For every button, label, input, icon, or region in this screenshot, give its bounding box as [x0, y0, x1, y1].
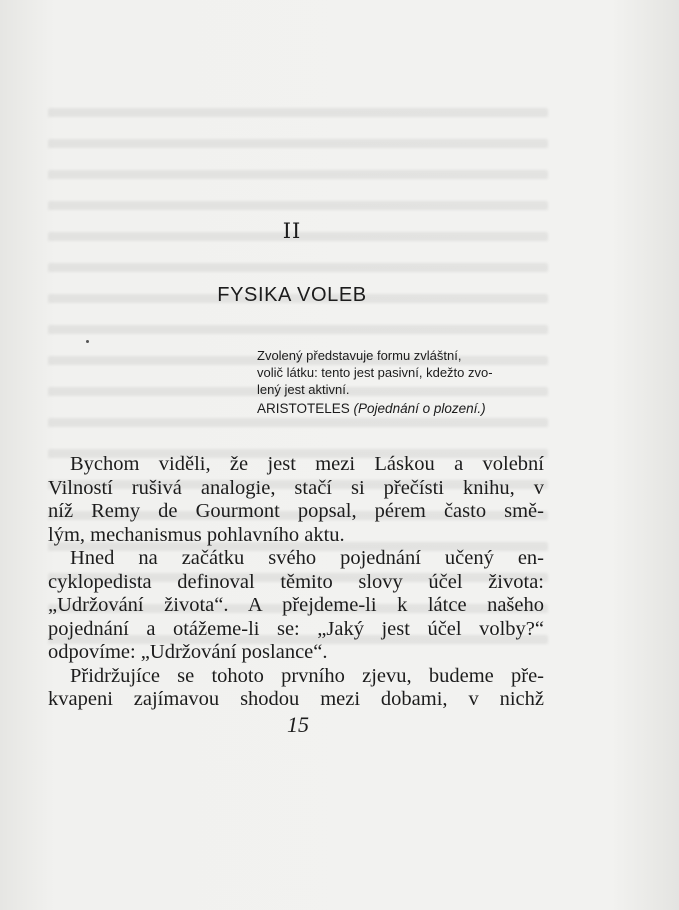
body-line: odpovíme: „Udržování poslance“.	[48, 641, 328, 663]
chapter-number: II	[282, 219, 302, 243]
epigraph-author: ARISTOTELES	[257, 401, 350, 416]
body-text	[48, 453, 544, 712]
body-line: Bychom viděli, že jest mezi Láskou a volební	[70, 453, 544, 475]
epigraph	[257, 347, 543, 417]
body-line: Vilností rušivá analogie, stačí si přečísti knihu, v	[48, 476, 544, 499]
body-line: Přidržujíce se tohoto prvního zjevu, budeme pře-	[70, 664, 544, 687]
body-line: lým, mechanismus pohlavního aktu.	[48, 523, 345, 546]
body-line: pojednání a otážeme-li se: „Jaký jest účel volby?“	[48, 617, 544, 640]
body-line: cyklopedista definoval těmito slovy účel života:	[48, 570, 544, 593]
body-line: „Udržování života“. A přejdeme-li k látce našeho	[48, 594, 544, 616]
body-line: níž Remy de Gourmont popsal, pérem často smě-	[48, 500, 544, 522]
chapter-title: FYSIKA VOLEB	[217, 284, 367, 306]
page-number: 15	[287, 712, 309, 737]
epigraph-line: lený jest aktivní.	[257, 382, 350, 397]
epigraph-line: Zvolený představuje formu zvláštní,	[257, 348, 462, 363]
body-line: kvapeni zajímavou shodou mezi dobami, v nichž	[48, 688, 544, 710]
body-line: Hned na začátku svého pojednání učený en-	[70, 547, 544, 569]
epigraph-line: volič látku: tento jest pasivní, kdežto zvo-	[257, 365, 493, 380]
print-speck	[86, 340, 89, 343]
epigraph-attribution	[257, 400, 543, 417]
epigraph-source: (Pojednání o plození.)	[353, 401, 486, 416]
